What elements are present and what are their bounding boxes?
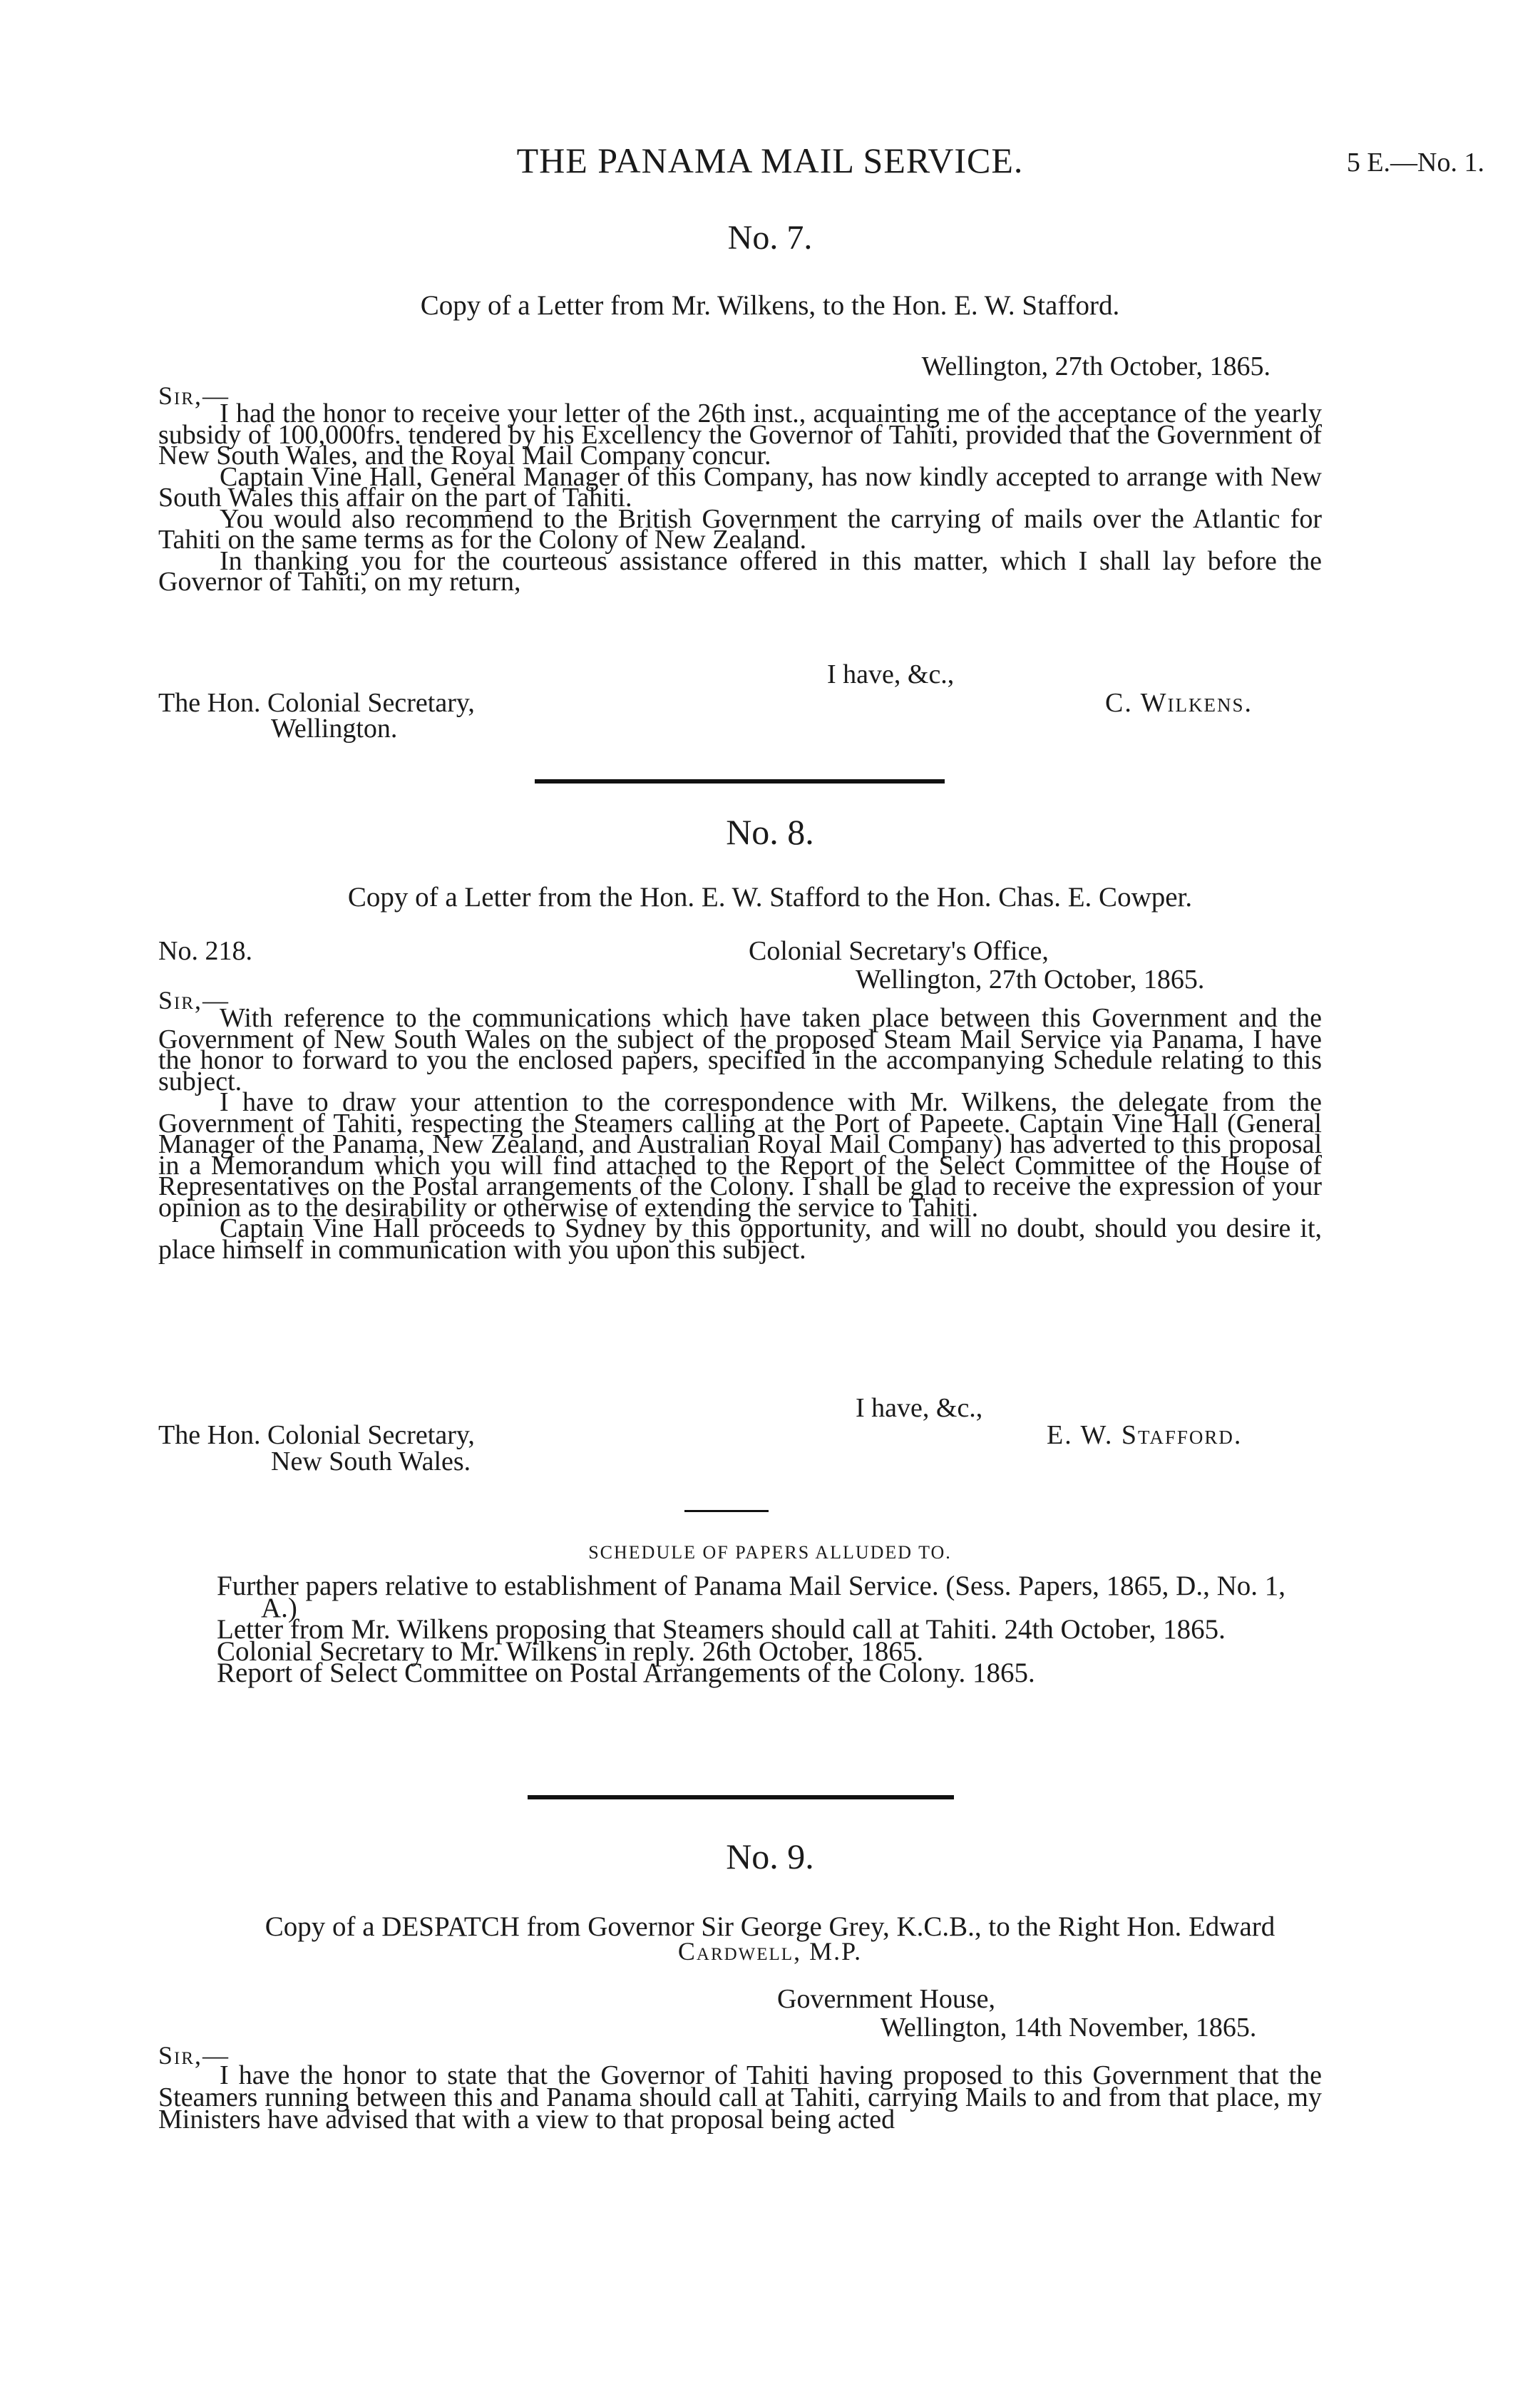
doc7-signature: C. Wilkens. <box>1105 688 1253 718</box>
doc9-subtitle-line1: Copy of a DESPATCH from Governor Sir George Grey, K.C.B., to the Right Hon. Edward <box>265 1911 1275 1942</box>
doc9-salutation: Sir,— <box>158 2041 230 2070</box>
doc8-number: No. 8. <box>726 812 814 852</box>
schedule-item: Report of Select Committee on Postal Arrangements of the Colony. 1865. <box>217 1658 1035 1688</box>
doc8-reference-number: No. 218. <box>158 936 252 966</box>
doc8-signature: E. W. Stafford. <box>1047 1420 1243 1450</box>
doc8-paragraph: Captain Vine Hall proceeds to Sydney by this opportunity, and will no doubt, should you desire it, place himself in communication with you upon this subject. <box>158 1213 1322 1265</box>
doc7-addressee-line1: The Hon. Colonial Secretary, <box>158 688 475 718</box>
doc8-closing: I have, &c., <box>856 1393 983 1423</box>
running-title: THE PANAMA MAIL SERVICE. <box>516 140 1024 180</box>
schedule-list <box>217 1571 1325 1688</box>
doc7-number: No. 7. <box>727 219 813 257</box>
short-divider <box>684 1510 769 1512</box>
doc9-dateline: Wellington, 14th November, 1865. <box>881 2013 1257 2043</box>
doc7-paragraph: I had the honor to receive your letter of the 26th inst., acquainting me of the acceptance of the yearly subsidy of 100,000frs. tendered by his Excellency the Governor of Tahiti, provided that the Government of New South Wales, and the Royal Mail Company concur. <box>158 399 1322 471</box>
schedule-item: Further papers relative to establishment of Panama Mail Service. (Sess. Papers, 1865, D., No. 1, A.) <box>217 1571 1286 1623</box>
schedule-heading: SCHEDULE OF PAPERS ALLUDED TO. <box>588 1542 952 1563</box>
doc7-addressee-line2: Wellington. <box>271 714 398 744</box>
doc8-dateline: Wellington, 27th October, 1865. <box>856 965 1205 995</box>
doc7-body <box>158 399 1322 597</box>
doc7-dateline: Wellington, 27th October, 1865. <box>921 351 1270 381</box>
doc8-paragraph: I have to draw your attention to the correspondence with Mr. Wilkens, the delegate from the Government of Tahiti, respecting the Steamers calling at the Port of Papeete. Captain Vine Hall (General Manager of the Panama, New Zealand, and Australian Royal Mail Company) has adverted to this proposal in a Memorandum which you will find attached to the Report of the Select Committee of the House of Representatives on the Postal arrangements of the Colony. I shall be glad to receive the expression of your opinion as to the desirability or otherwise of extending the service to Tahiti. <box>158 1087 1322 1223</box>
doc8-addressee-line2: New South Wales. <box>271 1447 471 1476</box>
doc8-office: Colonial Secretary's Office, <box>749 936 1049 966</box>
doc7-closing: I have, &c., <box>827 659 955 689</box>
doc8-body <box>158 1003 1322 1265</box>
doc9-body <box>158 2060 1322 2134</box>
doc7-paragraph: Captain Vine Hall, General Manager of this Company, has now kindly accepted to arrange with New South Wales this affair on the part of Tahiti. <box>158 461 1322 513</box>
doc8-paragraph: With reference to the communications which have taken place between this Government and the Government of New South Wales on the subject of the proposed Steam Mail Service via Panama, I have the honor to forward to you the enclosed papers, specified in the accompanying Schedule relating to this subject. <box>158 1003 1322 1096</box>
doc7-salutation: Sir,— <box>158 381 230 410</box>
schedule-item: Colonial Secretary to Mr. Wilkens in reply. 26th October, 1865. <box>217 1635 924 1667</box>
doc9-paragraph: I have the honor to state that the Governor of Tahiti having proposed to this Government that the Steamers running between this and Panama should call at Tahiti, carrying Mails to and from that place, my Ministers have advised that with a view to that proposal being acted <box>158 2060 1322 2134</box>
doc7-subtitle: Copy of a Letter from Mr. Wilkens, to the Hon. E. W. Stafford. <box>420 290 1120 321</box>
doc9-number: No. 9. <box>726 1836 814 1876</box>
doc7-paragraph: You would also recommend to the British Government the carrying of mails over the Atlantic for Tahiti on the same terms as for the Colony of New Zealand. <box>158 503 1322 555</box>
doc8-subtitle: Copy of a Letter from the Hon. E. W. Stafford to the Hon. Chas. E. Cowper. <box>347 882 1193 913</box>
section-divider <box>528 1795 954 1799</box>
schedule-item: Letter from Mr. Wilkens proposing that Steamers should call at Tahiti. 24th October, 1865. <box>217 1614 1226 1645</box>
page-reference: 5 E.—No. 1. <box>1346 148 1484 178</box>
section-divider <box>535 779 945 784</box>
doc8-addressee-line1: The Hon. Colonial Secretary, <box>158 1420 475 1450</box>
doc8-salutation: Sir,— <box>158 986 230 1014</box>
doc9-office: Government House, <box>777 1984 996 2014</box>
doc7-paragraph: In thanking you for the courteous assistance offered in this matter, which I shall lay before the Governor of Tahiti, on my return, <box>158 545 1322 597</box>
doc9-subtitle-line2: Cardwell, M.P. <box>677 1937 863 1966</box>
